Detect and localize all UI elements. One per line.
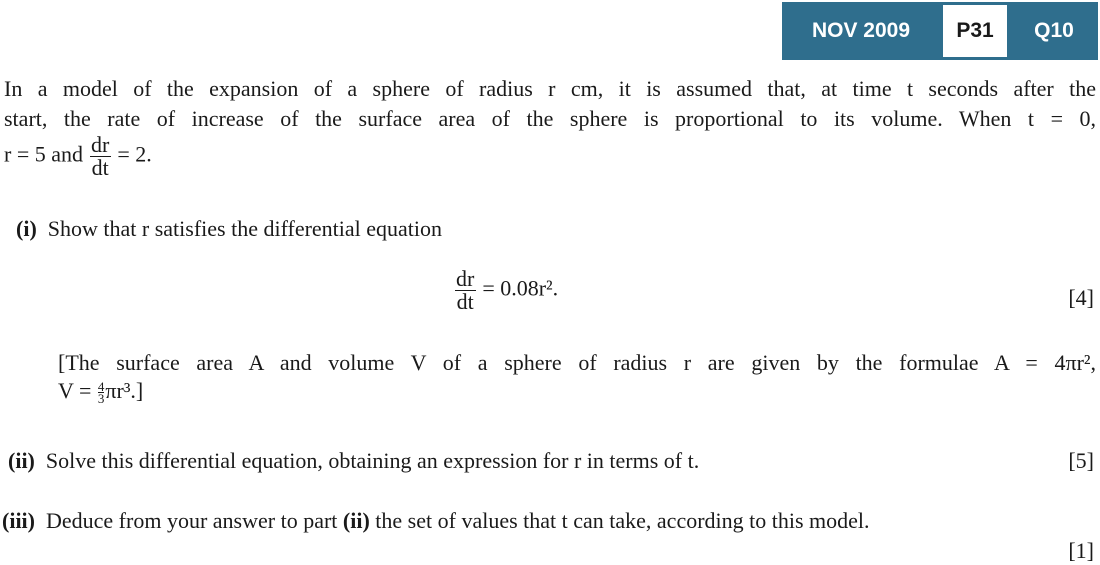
intro-line-2: start, the rate of increase of the surface area of the sphere is proportional to its volume. When t = 0, bbox=[4, 106, 1096, 131]
equation-derivative bbox=[454, 268, 476, 313]
part-iii-reference: (ii) bbox=[342, 508, 370, 533]
initial-r-text: r = 5 and bbox=[4, 141, 83, 167]
derivative-denominator: dt bbox=[91, 155, 109, 180]
differential-equation bbox=[448, 268, 558, 313]
derivative-fraction bbox=[89, 134, 111, 179]
volume-suffix: πr³.] bbox=[105, 378, 144, 403]
intro-line-3 bbox=[4, 134, 152, 179]
part-iii-statement bbox=[2, 508, 870, 534]
part-ii-marks: [5] bbox=[1068, 448, 1094, 473]
part-ii-label: (ii) bbox=[8, 448, 35, 473]
equation-denominator: dt bbox=[456, 289, 474, 314]
question-badge: Q10 bbox=[1010, 2, 1098, 60]
part-i-statement bbox=[16, 216, 442, 242]
four-thirds-fraction bbox=[97, 379, 105, 407]
volume-prefix: V = bbox=[58, 378, 92, 403]
derivative-numerator: dr bbox=[91, 132, 110, 157]
part-iii-text-after: the set of values that t can take, according to this model. bbox=[375, 508, 870, 533]
fraction-numerator: 4 bbox=[97, 379, 105, 395]
question-reference-badges bbox=[782, 2, 1098, 60]
session-badge: NOV 2009 bbox=[782, 2, 940, 60]
formula-note-line-2 bbox=[58, 378, 144, 407]
part-iii-text-before: Deduce from your answer to part bbox=[46, 508, 338, 533]
part-i-label: (i) bbox=[16, 216, 37, 241]
part-iii-label: (iii) bbox=[2, 508, 35, 533]
part-ii-text: Solve this differential equation, obtaining an expression for r in terms of t. bbox=[45, 448, 700, 473]
intro-line-1: In a model of the expansion of a sphere of radius r cm, it is assumed that, at time t seconds after the bbox=[4, 76, 1096, 101]
initial-derivative-value: = 2. bbox=[117, 141, 152, 167]
equation-rhs: = 0.08r². bbox=[482, 275, 559, 301]
part-i-text: Show that r satisfies the differential equation bbox=[47, 216, 443, 241]
fraction-denominator: 3 bbox=[97, 391, 105, 407]
formula-note-line-1: [The surface area A and volume V of a sphere of radius r are given by the formulae A = 4πr², bbox=[58, 350, 1096, 375]
paper-badge: P31 bbox=[940, 2, 1010, 60]
part-ii-statement bbox=[8, 448, 699, 474]
part-i-marks: [4] bbox=[1068, 285, 1094, 310]
equation-numerator: dr bbox=[456, 266, 475, 291]
part-iii-marks: [1] bbox=[1068, 538, 1094, 563]
